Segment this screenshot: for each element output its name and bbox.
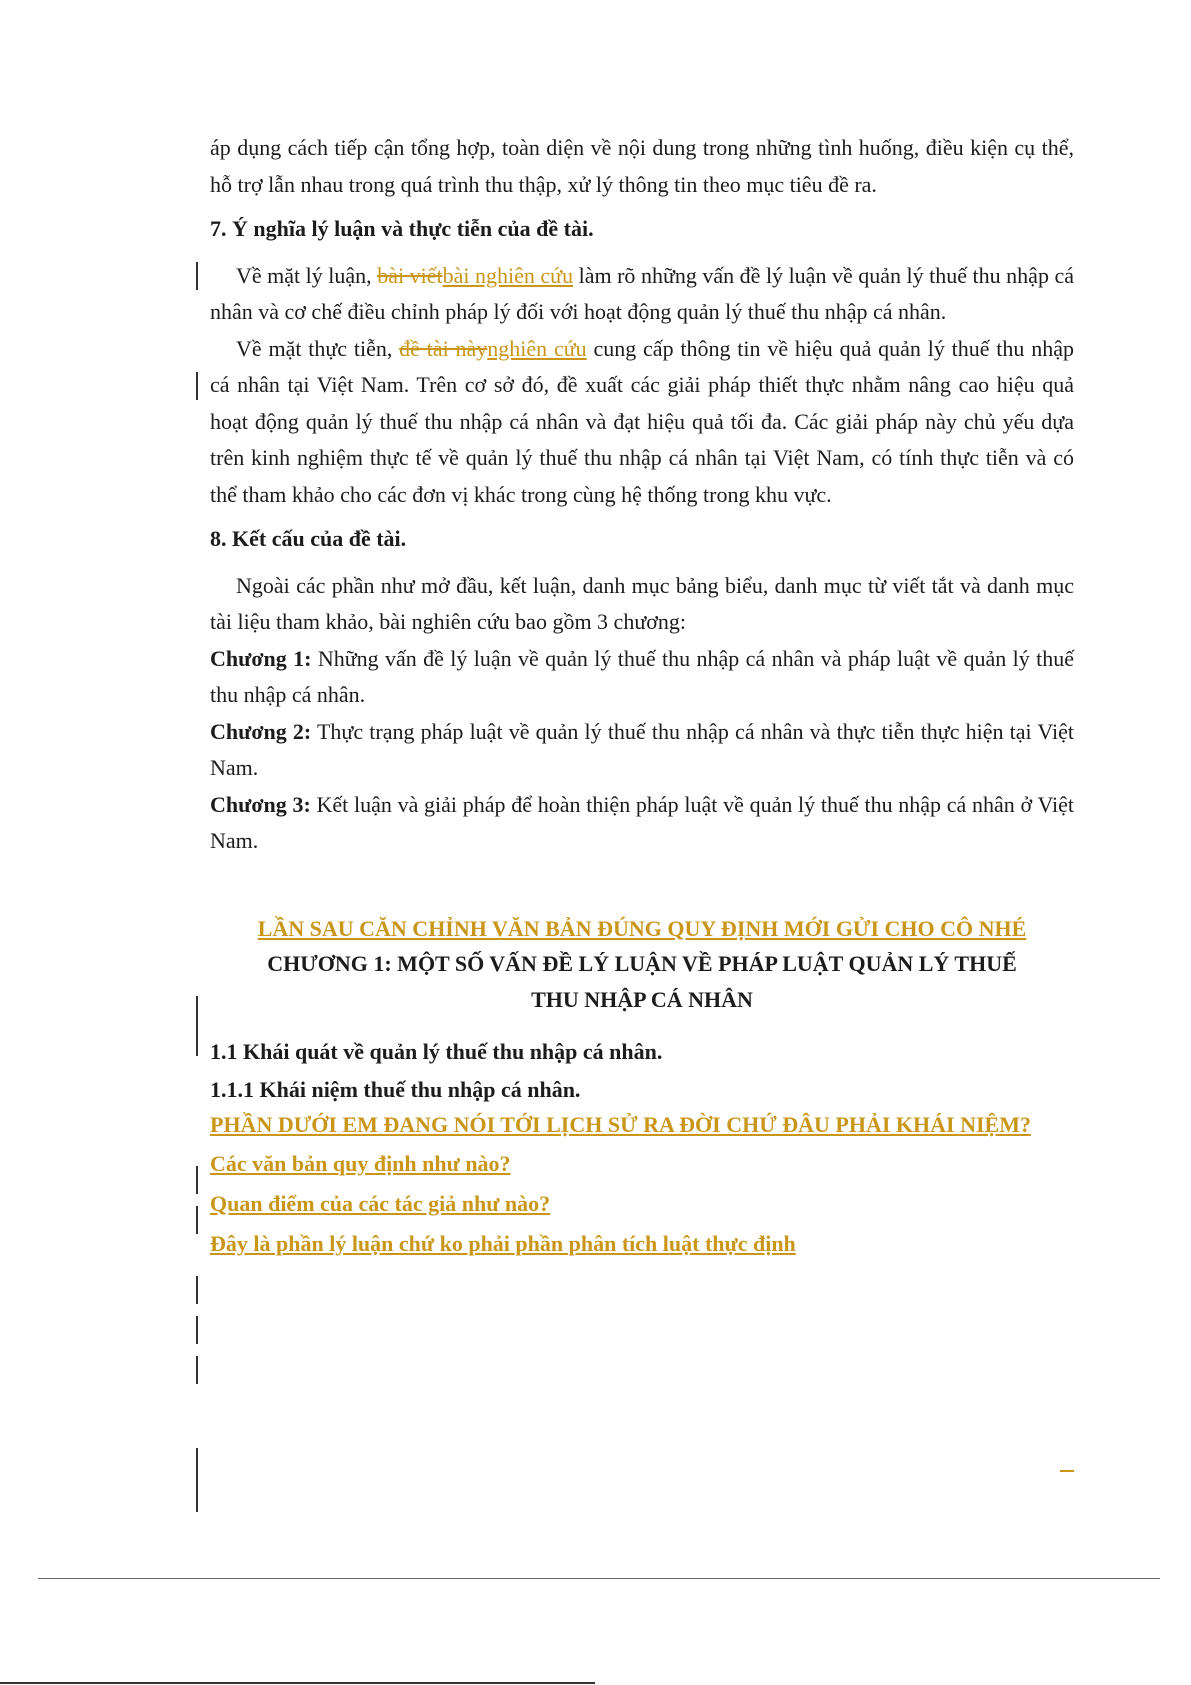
change-bar (196, 1448, 198, 1512)
section-8-heading: 8. Kết cấu của đề tài. (210, 526, 407, 551)
revision-mark (1060, 1470, 1074, 1472)
reviewer-comment-theory[interactable]: Đây là phần lý luận chứ ko phải phần phân tích luật thực định (210, 1230, 796, 1256)
page-edge (0, 1682, 595, 1684)
change-bar (196, 1166, 198, 1194)
reviewer-comment-history[interactable]: PHẦN DƯỚI EM ĐANG NÓI TỚI LỊCH SỬ RA ĐỜI CHỨ ĐÂU PHẢI KHÁI NIỆM? (210, 1111, 1031, 1137)
document-body (210, 130, 1074, 1259)
chapter-title: CHƯƠNG 1: MỘT SỐ VẤN ĐỀ LÝ LUẬN VỀ PHÁP LUẬT QUẢN LÝ THUẾ THU NHẬP CÁ NHÂN (267, 950, 1017, 1012)
chapter-summary-2: Chương 2: Thực trạng pháp luật về quản lý thuế thu nhập cá nhân và thực tiễn thực hiện tại Việt Nam. (210, 718, 1074, 780)
change-bar (196, 1316, 198, 1344)
paragraph-practice: Về mặt thực tiễn, đề tài nàynghiên cứu cung cấp thông tin về hiệu quả quản lý thuế thu nhập cá nhân tại Việt Nam. Trên cơ sở đó, đề xuất các giải pháp thiết thực nhằm nâng cao hiệu quả hoạt động quản lý thuế thu nhập cá nhân và đạt hiệu quả tối đa. Các giải pháp này chủ yếu dựa trên kinh nghiệm thực tế về quản lý thuế thu nhập cá nhân tại Việt Nam, có tính thực tiễn và có thể tham khảo cho các đơn vị khác trong cùng hệ thống trong khu vực. (210, 335, 1074, 507)
reviewer-comment-format[interactable]: LẦN SAU CĂN CHỈNH VĂN BẢN ĐÚNG QUY ĐỊNH MỚI GỬI CHO CÔ NHÉ (257, 915, 1027, 941)
heading-1-1: 1.1 Khái quát về quản lý thuế thu nhập cá nhân. (210, 1038, 663, 1064)
paragraph-intro: áp dụng cách tiếp cận tổng hợp, toàn diện về nội dung trong những tình huống, điều kiện cụ thể, hỗ trợ lẫn nhau trong quá trình thu thập, xử lý thông tin theo mục tiêu đề ra. (210, 135, 1074, 197)
change-bar (196, 262, 198, 290)
inserted-text[interactable]: nghiên cứu (487, 335, 587, 361)
reviewer-comment-authors[interactable]: Quan điểm của các tác giả như nào? (210, 1190, 551, 1216)
change-bar (196, 1276, 198, 1304)
page-divider (38, 1578, 1160, 1579)
reviewer-comment-documents[interactable]: Các văn bản quy định như nào? (210, 1150, 511, 1176)
paragraph-theory: Về mặt lý luận, bài viếtbài nghiên cứu làm rõ những vấn đề lý luận về quản lý thuế thu nhập cá nhân và cơ chế điều chỉnh pháp lý đối với hoạt động quản lý thuế thu nhập cá nhân. (210, 262, 1074, 324)
deleted-text[interactable]: bài viết (377, 262, 443, 288)
chapter-summary-1: Chương 1: Những vấn đề lý luận về quản lý thuế thu nhập cá nhân và pháp luật về quản lý thuế thu nhập cá nhân. (210, 645, 1074, 707)
change-bar (196, 996, 198, 1056)
heading-1-1-1: 1.1.1 Khái niệm thuế thu nhập cá nhân. (210, 1077, 581, 1102)
change-bar (196, 1206, 198, 1234)
deleted-text[interactable]: đề tài này (399, 335, 488, 361)
paragraph-structure-intro: Ngoài các phần như mở đầu, kết luận, danh mục bảng biểu, danh mục từ viết tắt và danh mục tài liệu tham khảo, bài nghiên cứu bao gồm 3 chương: (210, 572, 1074, 634)
chapter-summary-3: Chương 3: Kết luận và giải pháp để hoàn thiện pháp luật về quản lý thuế thu nhập cá nhân ở Việt Nam. (210, 791, 1074, 853)
change-bar (196, 1356, 198, 1384)
change-bar (196, 372, 198, 400)
section-7-heading: 7. Ý nghĩa lý luận và thực tiễn của đề tài. (210, 216, 594, 241)
inserted-text[interactable]: bài nghiên cứu (442, 262, 574, 288)
